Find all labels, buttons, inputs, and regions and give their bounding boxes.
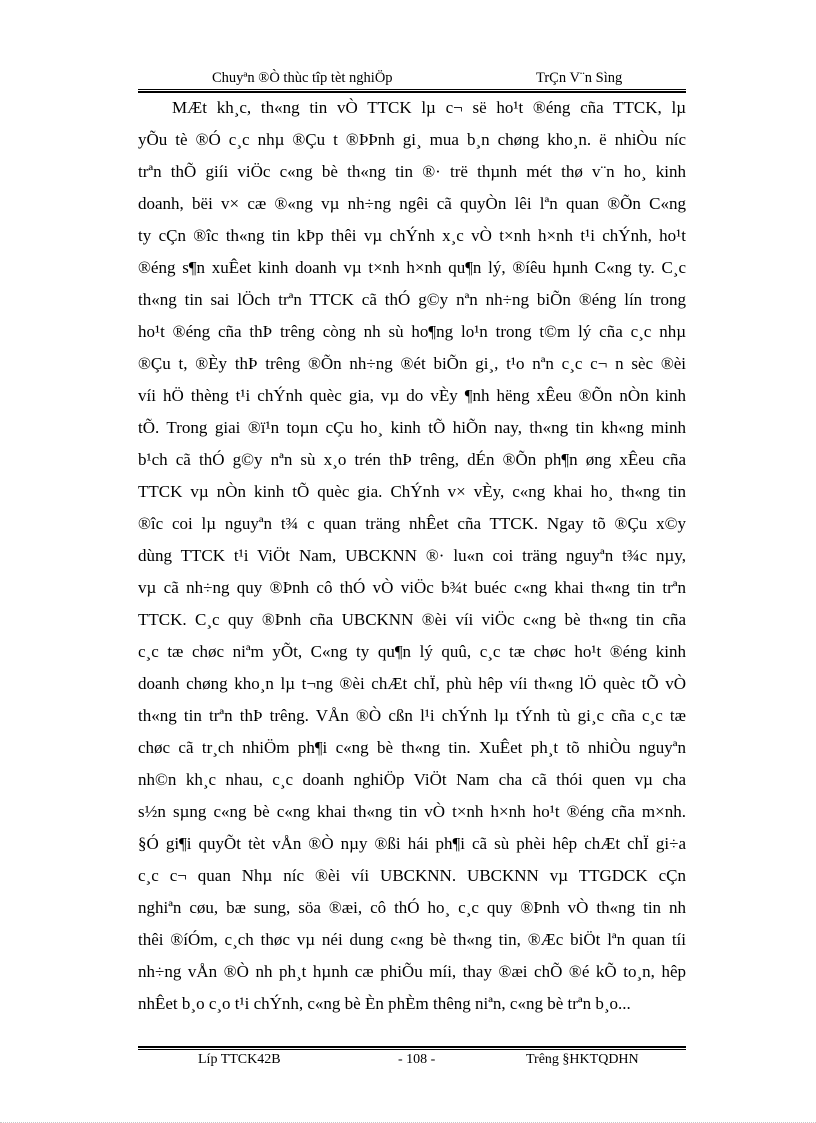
body-line: ®éng s¶n xuÊet kinh doanh vµ t×nh h×nh qu¶n lý, ®íêu hµnh C«ng ty. C¸c [138, 258, 686, 277]
footer-rule-thin [138, 1049, 686, 1050]
body-line: trªn thÕ giíi viÖc c«ng bè th«ng tin ®· trë thµnh mét thø v¨n ho¸ kinh [138, 162, 686, 181]
page-header [138, 68, 686, 90]
page-number: - 108 - [398, 1052, 436, 1067]
body-line: chøc cã tr¸ch nhiÖm ph¶i c«ng bè th«ng tin. XuÊet ph¸t tõ nhiÒu nguyªn [138, 738, 686, 757]
body-line: thêi ®íÓm, c¸ch thøc vµ néi dung c«ng bè th«ng tin, ®Æc biÖt lªn quan tíi [138, 930, 686, 949]
body-line: ®îc coi lµ nguyªn t¾ c quan träng nhÊet cña TTCK. Ngay tõ ®Çu x©y [138, 514, 686, 533]
body-line: th«ng tin trªn thÞ trêng. VÅn ®Ò cßn l¹i chÝnh lµ tÝnh tù gi¸c cña c¸c tæ [138, 706, 686, 725]
body-line: MÆt kh¸c, th«ng tin vÒ TTCK lµ c¬ së ho¹t ®éng cña TTCK, lµ [172, 98, 686, 117]
body-line: b¹ch cã thÓ g©y nªn sù x¸o trén thÞ trêng, dÉn ®Õn ph¶n øng xÊeu cña [138, 450, 686, 469]
body-line: nghiªn cøu, bæ sung, söa ®æi, cô thÓ ho¸ c¸c quy ®Þnh vÒ th«ng tin nh [138, 898, 686, 917]
body-line: ho¹t ®éng cña thÞ trêng còng nh sù ho¶ng lo¹n trong t©m lý cña c¸c nhµ [138, 322, 686, 341]
body-line: vµ cã nh÷ng quy ®Þnh cô thÓ vÒ viÖc b¾t buéc c«ng khai th«ng tin trªn [138, 578, 686, 597]
body-line: nh÷ng vÅn ®Ò nh ph¸t hµnh cæ phiÕu míi, thay ®æi chÕ ®é kÕ to¸n, hêp [138, 962, 686, 981]
body-line: dùng TTCK t¹i ViÖt Nam, UBCKNN ®· lu«n coi träng nguyªn t¾c nµy, [138, 546, 686, 565]
body-line: s½n sµng c«ng bè c«ng khai th«ng tin vÒ t×nh h×nh ho¹t ®éng cña m×nh. [138, 802, 686, 821]
footer-class: Líp TTCK42B [198, 1052, 281, 1067]
body-line: yÕu tè ®Ó c¸c nhµ ®Çu t ®ÞÞnh gi¸ mua b¸n chøng kho¸n. ë nhiÒu níc [138, 130, 686, 149]
header-rule-thin [138, 89, 686, 90]
body-line: tÕ. Trong giai ®ï¹n toµn cÇu ho¸ kinh tÕ hiÕn nay, th«ng tin kh«ng minh [138, 418, 686, 437]
footer-rule-thick [138, 1046, 686, 1048]
body-line: víi hÖ thèng t¹i chÝnh quèc gia, vµ do vÈy ¶nh hëng xÊeu ®Õn nÒn kinh [138, 386, 686, 405]
body-line: §Ó gi¶i quyÕt tèt vÅn ®Ò nµy ®ßi hái ph¶i cã sù phèi hêp chÆt chÏ gi÷a [138, 834, 686, 853]
body-line: TTCK vµ nÒn kinh tÕ quèc gia. ChÝnh v× vÈy, c«ng khai ho¸ th«ng tin [138, 482, 686, 501]
body-line: nh©n kh¸c nhau, c¸c doanh nghiÖp ViÖt Nam cha cã thói quen vµ cha [138, 770, 686, 789]
body-line: doanh chøng kho¸n lµ t¬ng ®èi chÆt chÏ, phù hêp víi th«ng lÖ quèc tÕ vÒ [138, 674, 686, 693]
body-line: ty cÇn ®îc th«ng tin kÞp thêi vµ chÝnh x¸c vÒ t×nh h×nh t¹i chÝnh, ho¹t [138, 226, 686, 245]
footer-school: Trêng §HKTQDHN [526, 1052, 639, 1067]
body-text [138, 92, 686, 1020]
body-line: TTCK. C¸c quy ®Þnh cña UBCKNN ®èi víi viÖc c«ng bè th«ng tin cña [138, 610, 686, 629]
header-author: TrÇn V¨n Sìng [536, 70, 623, 86]
body-line: doanh, bëi v× cæ ®«ng vµ nh÷ng ngêi cã quyÒn lêi lªn quan ®Õn C«ng [138, 194, 686, 213]
body-line: c¸c c¬ quan Nhµ níc ®èi víi UBCKNN. UBCKNN vµ TTGDCK cÇn [138, 866, 686, 885]
page-footer [138, 1052, 686, 1072]
body-line: nhÊet b¸o c¸o t¹i chÝnh, c«ng bè Èn phÈm thêng niªn, c«ng bè trªn b¸o... [138, 994, 631, 1013]
body-line: ®Çu t, ®Èy thÞ trêng ®Õn nh÷ng ®ét biÕn gi¸, t¹o nªn c¸c c¬ n sèc ®èi [138, 354, 686, 373]
header-title: Chuyªn ®Ò thùc tîp tèt nghiÖp [212, 70, 393, 86]
body-line: th«ng tin sai lÖch trªn TTCK cã thÓ g©y nªn nh÷ng biÕn ®éng lín trong [138, 290, 686, 309]
body-line: c¸c tæ chøc niªm yÕt, C«ng ty qu¶n lý quû, c¸c tæ chøc ho¹t ®éng kinh [138, 642, 686, 661]
